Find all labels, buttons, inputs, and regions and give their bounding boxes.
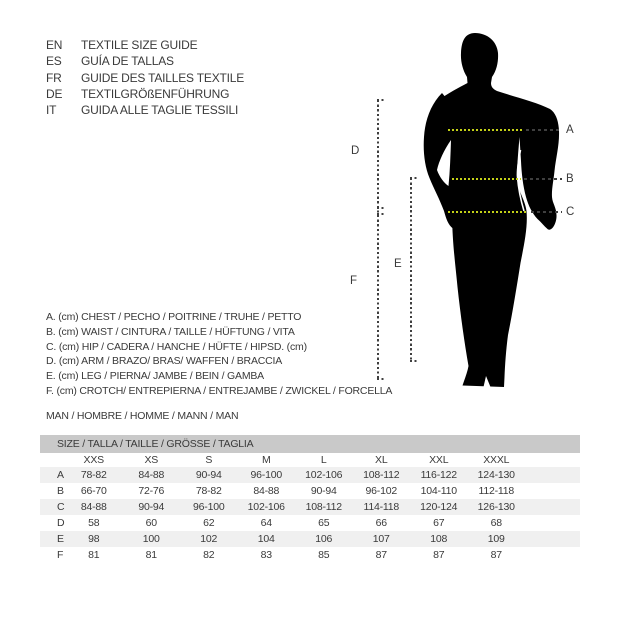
cell: 85 <box>318 549 330 561</box>
col-header-s: S <box>205 454 213 466</box>
cell: 65 <box>318 517 330 529</box>
cell: 90-94 <box>138 501 165 513</box>
col-header-l: L <box>320 454 327 466</box>
cell: 87 <box>490 549 502 561</box>
language-title: GUÍA DE TALLAS <box>81 54 174 69</box>
col-header-xxs: XXS <box>83 454 104 466</box>
legend-hip: C. (cm) HIP / CADERA / HANCHE / HÜFTE / HIPSD. (cm) <box>46 340 307 353</box>
chest-measure-line <box>448 129 523 131</box>
cell: 102-106 <box>305 469 343 481</box>
table-row <box>40 547 580 563</box>
cell: 108 <box>430 533 448 545</box>
language-title: TEXTILE SIZE GUIDE <box>81 38 198 53</box>
chest-leader-line <box>526 129 562 131</box>
col-header-xxl: XXL <box>429 454 449 466</box>
cell: 96-102 <box>365 485 397 497</box>
table-row <box>40 499 580 515</box>
cell: 67 <box>433 517 445 529</box>
cell: 82 <box>203 549 215 561</box>
waist-measure-line <box>452 178 521 180</box>
table-row <box>40 515 580 531</box>
cell: 68 <box>490 517 502 529</box>
language-title: TEXTILGRÖßENFÜHRUNG <box>81 87 230 102</box>
row-label: C <box>57 501 65 513</box>
cell: 84-88 <box>80 501 107 513</box>
cell: 87 <box>433 549 445 561</box>
cell: 78-82 <box>195 485 222 497</box>
row-label: D <box>57 517 65 529</box>
figure-label-arm: D <box>351 145 360 157</box>
figure-label-leg: E <box>394 258 402 270</box>
cell: 96-100 <box>250 469 282 481</box>
size-table <box>40 435 580 563</box>
cell: 116-122 <box>420 469 457 481</box>
cell: 102 <box>200 533 218 545</box>
cell: 58 <box>88 517 100 529</box>
measurement-legend <box>46 310 392 398</box>
arm-line-top-tick <box>377 99 385 101</box>
language-code: DE <box>46 87 63 102</box>
table-row <box>40 483 580 499</box>
row-label: B <box>57 485 64 497</box>
cell: 114-118 <box>363 501 400 513</box>
cell: 100 <box>142 533 160 545</box>
legend-crotch: F. (cm) CROTCH/ ENTREPIERNA / ENTREJAMBE / ZWICKEL / FORCELLA <box>46 384 393 397</box>
language-title: GUIDA ALLE TAGLIE TESSILI <box>81 103 239 118</box>
cell: 107 <box>372 533 390 545</box>
leg-line-top-tick <box>410 177 418 179</box>
table-row <box>40 531 580 547</box>
cell: 66 <box>375 517 387 529</box>
language-code: FR <box>46 70 62 85</box>
cell: 72-76 <box>138 485 165 497</box>
cell: 84-88 <box>253 485 280 497</box>
cell: 66-70 <box>80 485 107 497</box>
hip-leader-line <box>531 211 562 213</box>
cell: 104 <box>257 533 275 545</box>
cell: 106 <box>315 533 333 545</box>
legend-chest: A. (cm) CHEST / PECHO / POITRINE / TRUHE / PETTO <box>46 311 302 324</box>
cell: 81 <box>88 549 100 561</box>
language-code: IT <box>46 103 57 118</box>
figure-label-hip: C <box>566 206 575 218</box>
language-code: EN <box>46 38 63 53</box>
arm-line-mid-tick <box>377 207 385 209</box>
cell: 109 <box>487 533 505 545</box>
legend-waist: B. (cm) WAIST / CINTURA / TAILLE / HÜFTUNG / VITA <box>46 326 295 339</box>
figure-label-crotch: F <box>350 275 358 287</box>
leg-measure-line <box>410 178 412 362</box>
table-row <box>40 467 580 483</box>
cell: 64 <box>260 517 272 529</box>
language-code: ES <box>46 54 62 69</box>
cell: 120-124 <box>420 501 458 513</box>
row-label: E <box>57 533 64 545</box>
language-title: GUIDE DES TAILLES TEXTILE <box>81 70 245 85</box>
col-header-xs: XS <box>144 454 159 466</box>
hip-measure-line <box>448 211 528 213</box>
col-header-xxxl: XXXL <box>483 454 510 466</box>
legend-leg: E. (cm) LEG / PIERNA/ JAMBE / BEIN / GAMBA <box>46 370 264 383</box>
figure-label-waist: B <box>566 173 574 185</box>
cell: 126-130 <box>477 501 515 513</box>
col-header-xl: XL <box>375 454 388 466</box>
row-label: A <box>57 469 64 481</box>
crotch-line-top-tick <box>377 213 385 215</box>
col-header-m: M <box>261 454 271 466</box>
figure-label-chest: A <box>566 124 574 136</box>
size-column-headers <box>40 453 580 467</box>
cell: 62 <box>203 517 215 529</box>
cell: 102-106 <box>247 501 285 513</box>
size-table-header: SIZE / TALLA / TAILLE / GRÖSSE / TAGLIA <box>40 435 580 453</box>
cell: 83 <box>260 549 272 561</box>
waist-leader-line <box>524 178 562 180</box>
cell: 108-112 <box>305 501 342 513</box>
cell: 78-82 <box>80 469 107 481</box>
cell: 108-112 <box>363 469 400 481</box>
cell: 124-130 <box>477 469 515 481</box>
cell: 81 <box>145 549 157 561</box>
cell: 60 <box>145 517 157 529</box>
cell: 90-94 <box>310 485 337 497</box>
cell: 98 <box>88 533 100 545</box>
cell: 112-118 <box>478 485 515 497</box>
category-line: MAN / HOMBRE / HOMME / MANN / MAN <box>46 410 239 422</box>
cell: 87 <box>375 549 387 561</box>
cell: 96-100 <box>193 501 225 513</box>
cell: 104-110 <box>420 485 457 497</box>
cell: 84-88 <box>138 469 165 481</box>
leg-line-bottom-tick <box>410 360 418 362</box>
cell: 90-94 <box>195 469 222 481</box>
row-label: F <box>57 549 64 561</box>
legend-arm: D. (cm) ARM / BRAZO/ BRAS/ WAFFEN / BRACCIA <box>46 355 283 368</box>
